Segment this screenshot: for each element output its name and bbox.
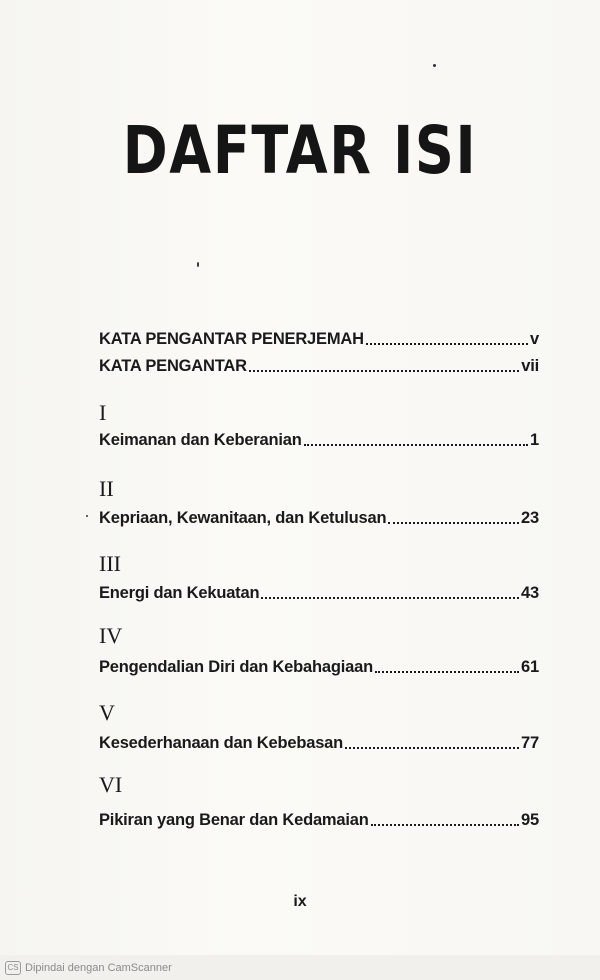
toc-entry-chapter	[99, 658, 539, 677]
toc-entry-chapter	[99, 431, 539, 450]
ink-speck	[197, 262, 199, 267]
toc-entry-label: KATA PENGANTAR	[99, 357, 247, 375]
page-number: ix	[293, 893, 307, 910]
dot-leader	[375, 670, 519, 673]
chapter-numeral: VI	[99, 772, 123, 797]
chapter-numeral: IV	[99, 623, 123, 648]
toc-entry-label: Kepriaan, Kewanitaan, dan Ketulusan	[99, 509, 387, 527]
toc-entry-page: 23	[521, 509, 539, 527]
toc-entry-label: KATA PENGANTAR PENERJEMAH	[99, 330, 364, 348]
toc-entry-page: vii	[521, 357, 539, 375]
toc-entry-page: 95	[521, 811, 539, 829]
ink-speck	[433, 64, 436, 67]
toc-entry-page: 61	[521, 658, 539, 676]
ink-speck	[86, 515, 88, 517]
toc-entry-chapter	[99, 584, 539, 603]
toc-entry-label: Kesederhanaan dan Kebebasan	[99, 734, 344, 752]
scanner-watermark-text: Dipindai dengan CamScanner	[25, 961, 172, 974]
dot-leader	[249, 369, 519, 372]
camscanner-logo-icon: CS	[5, 961, 21, 975]
toc-entry-page: v	[530, 330, 539, 348]
dot-leader	[304, 443, 528, 446]
dot-leader	[388, 521, 519, 524]
toc-entry-label: Pengendalian Diri dan Kebahagiaan	[99, 658, 373, 676]
chapter-numeral: I	[99, 400, 107, 425]
dot-leader	[261, 596, 519, 599]
toc-entry-chapter	[99, 509, 539, 528]
scanner-watermark	[0, 955, 600, 980]
toc-entry-page: 1	[530, 431, 539, 449]
toc-entry-preface-translator	[99, 330, 539, 349]
chapter-numeral: III	[99, 551, 121, 576]
toc-entry-label: Energi dan Kekuatan	[99, 584, 260, 602]
chapter-numeral: V	[99, 700, 115, 725]
toc-entry-page: 43	[521, 584, 539, 602]
toc-entry-label: Keimanan dan Keberanian	[99, 431, 302, 449]
page-title: DAFTAR ISI	[122, 112, 478, 189]
toc-entry-preface	[99, 357, 539, 376]
dot-leader	[345, 746, 519, 749]
dot-leader	[371, 823, 519, 826]
toc-entry-chapter	[99, 811, 539, 830]
toc-entry-page: 77	[521, 734, 539, 752]
toc-entry-label: Pikiran yang Benar dan Kedamaian	[99, 811, 369, 829]
toc-entry-chapter	[99, 734, 539, 753]
chapter-numeral: II	[99, 476, 114, 501]
dot-leader	[366, 342, 528, 345]
